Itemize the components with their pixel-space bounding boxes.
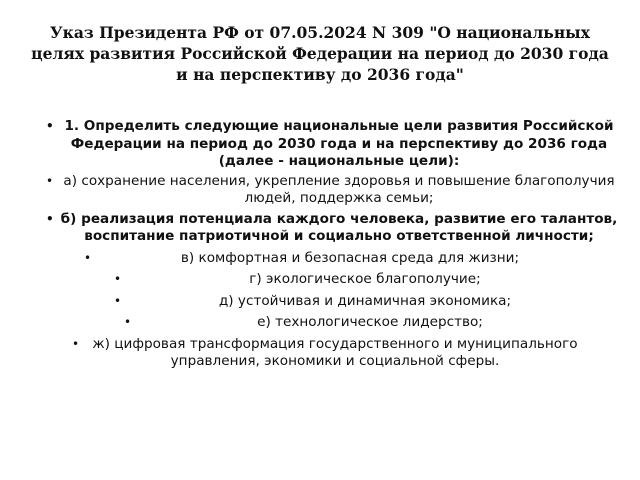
- bullet-icon: •: [46, 173, 54, 188]
- bullet-icon: •: [72, 336, 80, 351]
- list-item: [0, 211, 640, 246]
- list-item: [0, 271, 640, 289]
- list-item-text: б) реализация потенциала каждого человека, развитие его талантов, воспитание патриотичной и социально ответственной личности;: [60, 210, 618, 244]
- list-item-text: в) комфортная и безопасная среда для жизни;: [180, 249, 520, 266]
- list-item-text: ж) цифровая трансформация государственного и муниципального управления, экономики и социальной сферы.: [92, 335, 578, 369]
- list-item: [0, 250, 640, 268]
- bullet-icon: •: [46, 119, 54, 133]
- list-item-text: 1. Определить следующие национальные цели развития Российской Федерации на период до 2030 года и на перспективу до 2036 года (далее - национальные цели):: [64, 118, 614, 169]
- bullet-icon: •: [124, 315, 132, 329]
- list-item: [0, 118, 640, 171]
- goals-list: [0, 118, 640, 371]
- list-item-text: е) технологическое лидерство;: [257, 314, 483, 330]
- bullet-icon: •: [114, 293, 122, 308]
- slide-title: Указ Президента РФ от 07.05.2024 N 309 "О национальных целях развития Российской Федерации на период до 2030 года и на перспективу до 2036 года": [31, 23, 609, 84]
- list-item: [0, 173, 640, 208]
- list-item-text: г) экологическое благополучие;: [249, 271, 481, 287]
- list-item: [0, 293, 640, 311]
- list-item-text: а) сохранение населения, укрепление здоровья и повышение благополучия людей, поддержка семьи;: [63, 172, 615, 206]
- list-item-text: д) устойчивая и динамичная экономика;: [218, 292, 512, 309]
- bullet-icon: •: [114, 272, 122, 286]
- list-item: [0, 314, 640, 332]
- bullet-icon: •: [46, 211, 54, 226]
- bullet-icon: •: [84, 250, 92, 265]
- list-item: [0, 336, 640, 371]
